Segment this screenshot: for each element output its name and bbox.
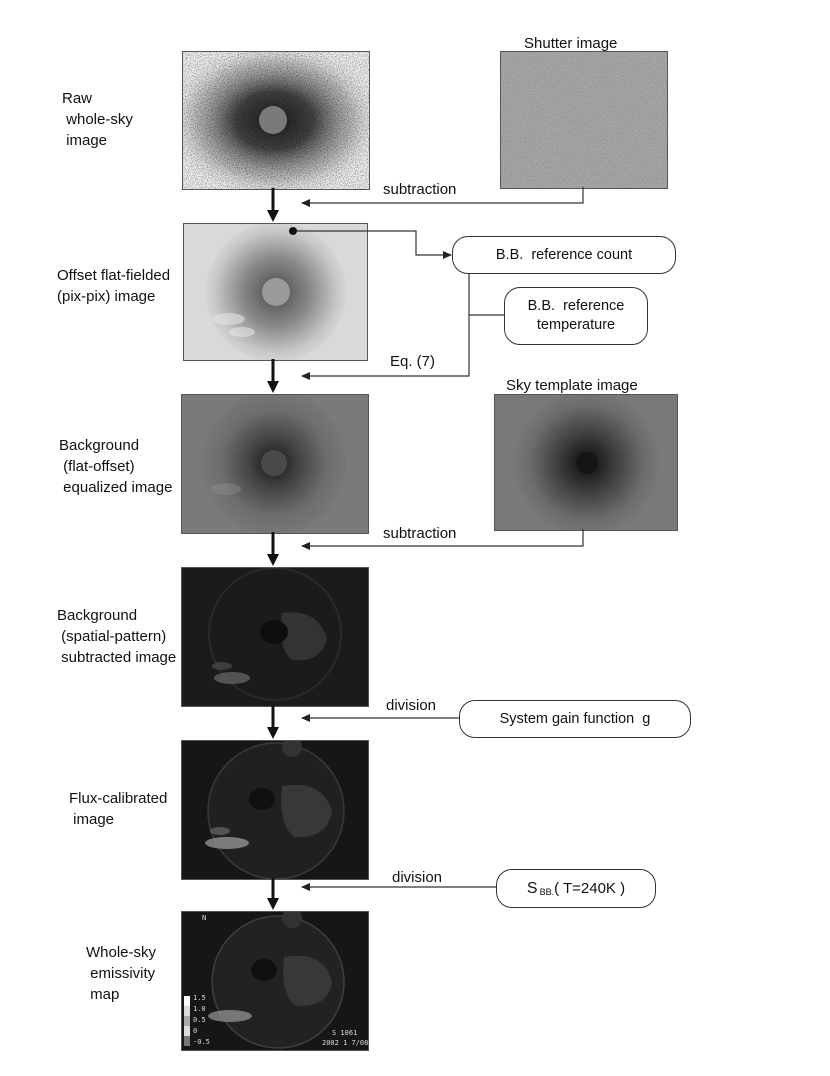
map-scale-value: 0.5 <box>193 1016 206 1024</box>
s-bb-argument: ( T=240K ) <box>554 880 626 897</box>
map-north-marker: N <box>202 914 207 922</box>
system-gain-function-box: System gain function g <box>459 700 691 738</box>
s-bb-subscript: BB. <box>539 887 555 897</box>
sky-template-image-title: Sky template image <box>506 377 638 394</box>
operation-division-2: division <box>392 869 443 886</box>
eq7-line <box>302 271 469 376</box>
map-footer-line: S 1061 <box>332 1029 358 1037</box>
map-scale-value: 1.5 <box>193 994 206 1002</box>
s-bb-box <box>496 869 656 908</box>
stage-label-background-subtracted: Background (spatial-pattern) subtracted image <box>57 607 177 666</box>
bb-reference-count-box: B.B. reference count <box>452 236 676 274</box>
shutter-image-title: Shutter image <box>524 35 618 52</box>
map-scale-value: 1.0 <box>193 1005 206 1013</box>
operation-subtraction-2: subtraction <box>383 525 457 542</box>
reference-count-line <box>297 231 451 255</box>
stage-label-background-equalized: Background (flat-offset) equalized image <box>59 437 173 496</box>
map-scale-value: -0.5 <box>193 1038 210 1046</box>
stage-label-flux-calibrated: Flux-calibrated image <box>69 790 168 828</box>
map-footer-line: 2002 1 7/08 <box>322 1039 369 1047</box>
reference-point-marker <box>289 227 297 235</box>
operation-division-1: division <box>386 697 437 714</box>
stage-label-offset-flat-fielded: Offset flat-fielded (pix-pix) image <box>57 267 171 305</box>
operation-subtraction-1: subtraction <box>383 181 457 198</box>
stage-label-raw: Raw whole-sky image <box>62 90 133 149</box>
bb-reference-temperature-box: B.B. reference temperature <box>504 287 648 345</box>
operation-eq7: Eq. (7) <box>390 353 436 370</box>
stage-label-emissivity-map: Whole-sky emissivity map <box>86 944 157 1003</box>
map-scale-value: 0 <box>193 1027 198 1035</box>
s-bb-symbol: S <box>526 880 538 897</box>
